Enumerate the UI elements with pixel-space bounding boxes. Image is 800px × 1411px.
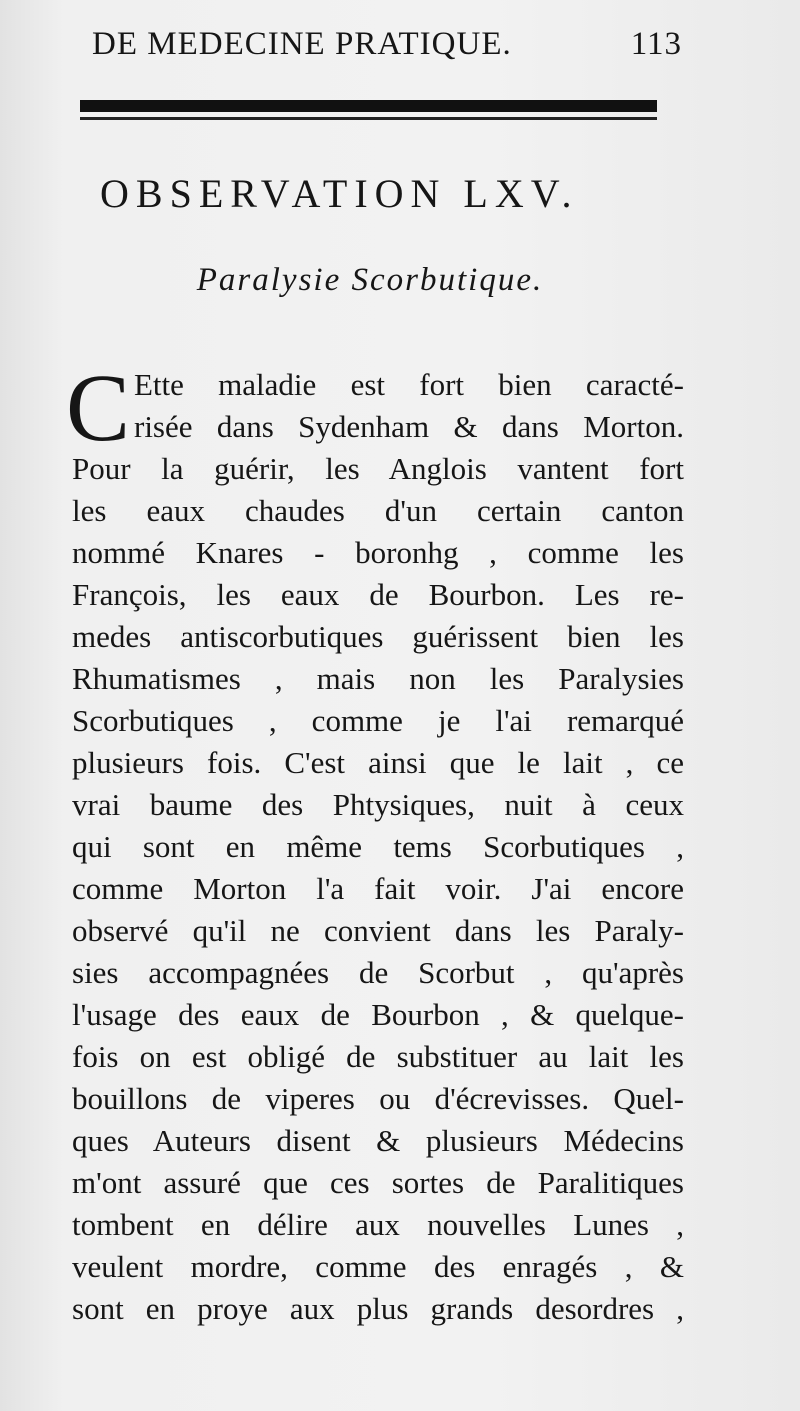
- running-head-title: DE MEDECINE PRATIQUE.: [92, 26, 512, 62]
- drop-cap: C: [66, 354, 131, 461]
- header-rule-thick: [80, 100, 657, 112]
- text-line: bouillons de viperes ou d'écrevisses. Quel-: [72, 1081, 684, 1116]
- text-line: comme Morton l'a fait voir. J'ai encore: [72, 871, 684, 906]
- text-line: tombent en délire aux nouvelles Lunes ,: [72, 1207, 684, 1242]
- text-line: qui sont en même tems Scorbutiques ,: [72, 829, 684, 864]
- text-line: les eaux chaudes d'un certain canton: [72, 493, 684, 528]
- text-line: m'ont assuré que ces sortes de Paralitiques: [72, 1165, 684, 1200]
- text-line: veulent mordre, comme des enragés , &: [72, 1249, 684, 1284]
- header-rule: [80, 100, 657, 122]
- text-line: fois on est obligé de substituer au lait les: [72, 1039, 684, 1074]
- text-line: ques Auteurs disent & plusieurs Médecins: [72, 1123, 684, 1158]
- text-line: Scorbutiques , comme je l'ai remarqué: [72, 703, 684, 738]
- text-line: medes antiscorbutiques guérissent bien les: [72, 619, 684, 654]
- text-line: vrai baume des Phtysiques, nuit à ceux: [72, 787, 684, 822]
- page-number: 113: [630, 26, 682, 62]
- text-line: Ette maladie est fort bien caracté-: [134, 367, 684, 402]
- text-line: observé qu'il ne convient dans les Paraly-: [72, 913, 684, 948]
- subtitle: Paralysie Scorbutique.: [196, 262, 544, 298]
- text-line: risée dans Sydenham & dans Morton.: [134, 409, 684, 444]
- text-line: sont en proye aux plus grands desordres ,: [72, 1291, 684, 1326]
- text-line: sies accompagnées de Scorbut , qu'après: [72, 955, 684, 990]
- observation-title: OBSERVATION LXV.: [100, 171, 579, 216]
- text-line: plusieurs fois. C'est ainsi que le lait , ce: [72, 745, 684, 780]
- text-line: Rhumatismes , mais non les Paralysies: [72, 661, 684, 696]
- text-line: l'usage des eaux de Bourbon , & quelque-: [72, 997, 684, 1032]
- running-head: [92, 26, 682, 63]
- body-text: [66, 354, 684, 1330]
- header-rule-thin: [80, 117, 657, 120]
- text-line: nommé Knares - boronhg , comme les: [72, 535, 684, 570]
- text-line: Pour la guérir, les Anglois vantent fort: [72, 451, 684, 486]
- text-line: François, les eaux de Bourbon. Les re-: [72, 577, 684, 612]
